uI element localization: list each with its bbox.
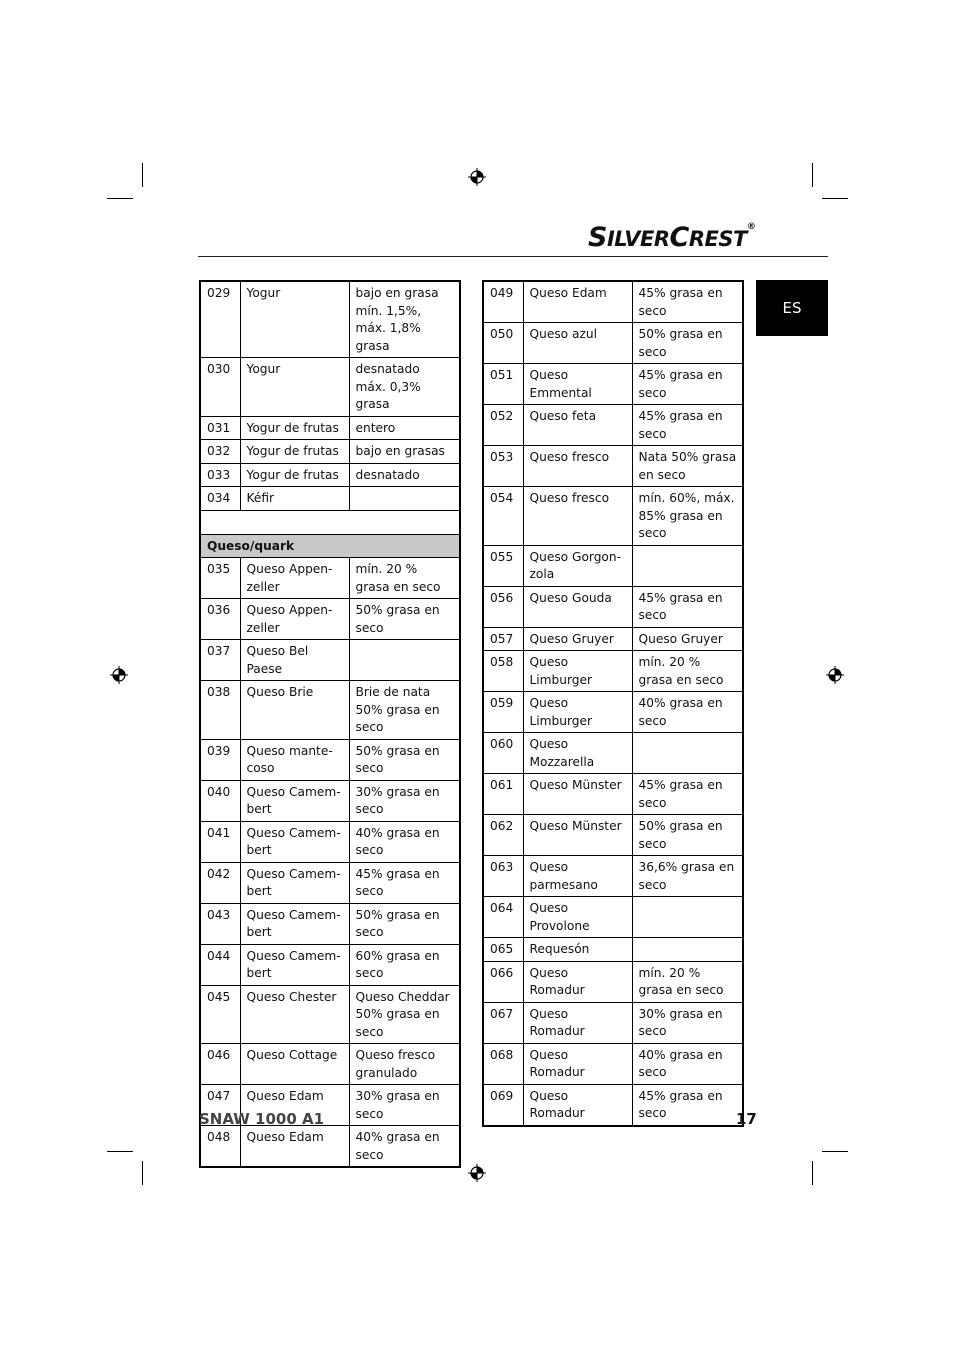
food-name-cell: Queso Edam — [240, 1085, 349, 1126]
food-detail-cell: 40% grasa en seco — [632, 692, 743, 733]
table-row — [483, 364, 743, 405]
table-row — [483, 651, 743, 692]
table-row — [483, 281, 743, 323]
food-code-cell: 052 — [483, 405, 523, 446]
food-code-cell: 061 — [483, 774, 523, 815]
table-row — [483, 1084, 743, 1126]
food-code-cell: 057 — [483, 627, 523, 651]
table-row — [483, 627, 743, 651]
food-detail-cell: 60% grasa en seco — [349, 944, 460, 985]
food-name-cell: Queso Gouda — [523, 586, 632, 627]
table-row — [200, 440, 460, 464]
food-name-cell: Yogur de frutas — [240, 440, 349, 464]
food-code-cell: 037 — [200, 640, 240, 681]
crop-mark — [812, 1161, 813, 1185]
food-detail-cell: 45% grasa en seco — [349, 862, 460, 903]
food-detail-cell: mín. 20 % grasa en seco — [632, 651, 743, 692]
registration-mark-icon — [110, 666, 128, 684]
food-name-cell: Queso Camem- bert — [240, 903, 349, 944]
table-row — [200, 487, 460, 511]
food-detail-cell: 30% grasa en seco — [349, 1085, 460, 1126]
table-row — [483, 692, 743, 733]
food-name-cell: Queso Romadur — [523, 961, 632, 1002]
food-code-cell: 060 — [483, 733, 523, 774]
table-row — [483, 961, 743, 1002]
food-detail-cell: 45% grasa en seco — [632, 364, 743, 405]
food-name-cell: Queso mante- coso — [240, 739, 349, 780]
food-name-cell: Queso Emmental — [523, 364, 632, 405]
food-name-cell: Queso Brie — [240, 681, 349, 740]
crop-mark — [812, 163, 813, 187]
food-name-cell: Queso Provolone — [523, 897, 632, 938]
food-code-cell: 044 — [200, 944, 240, 985]
food-name-cell: Yogur de frutas — [240, 463, 349, 487]
food-name-cell: Queso feta — [523, 405, 632, 446]
food-name-cell: Queso Gorgon- zola — [523, 545, 632, 586]
food-detail-cell: 45% grasa en seco — [632, 586, 743, 627]
food-code-cell: 039 — [200, 739, 240, 780]
table-row — [200, 944, 460, 985]
food-code-cell: 043 — [200, 903, 240, 944]
blank-row — [200, 510, 460, 534]
table-row — [483, 323, 743, 364]
model-number: SNAW 1000 A1 — [199, 1110, 325, 1128]
table-row — [200, 416, 460, 440]
food-code-cell: 050 — [483, 323, 523, 364]
food-name-cell: Yogur — [240, 358, 349, 417]
table-row — [483, 446, 743, 487]
crop-mark — [142, 163, 143, 187]
food-code-cell: 033 — [200, 463, 240, 487]
food-code-cell: 035 — [200, 558, 240, 599]
food-name-cell: Queso Chester — [240, 985, 349, 1044]
food-detail-cell: mín. 20 % grasa en seco — [632, 961, 743, 1002]
crop-mark — [107, 1151, 133, 1152]
food-name-cell: Queso Cottage — [240, 1044, 349, 1085]
food-code-cell: 055 — [483, 545, 523, 586]
food-code-cell: 046 — [200, 1044, 240, 1085]
food-detail-cell: bajo en grasas — [349, 440, 460, 464]
table-row — [483, 487, 743, 546]
food-code-cell: 032 — [200, 440, 240, 464]
food-name-cell: Queso Edam — [240, 1126, 349, 1168]
food-name-cell: Kéfir — [240, 487, 349, 511]
food-code-cell: 049 — [483, 281, 523, 323]
food-detail-cell: Queso Cheddar 50% grasa en seco — [349, 985, 460, 1044]
food-name-cell: Queso parmesano — [523, 856, 632, 897]
food-name-cell: Queso Bel Paese — [240, 640, 349, 681]
food-code-cell: 038 — [200, 681, 240, 740]
food-detail-cell: Nata 50% grasa en seco — [632, 446, 743, 487]
crop-mark — [142, 1161, 143, 1185]
table-row — [483, 1002, 743, 1043]
food-name-cell: Queso Camem- bert — [240, 944, 349, 985]
registration-mark-icon — [826, 666, 844, 684]
registration-mark-icon — [468, 1164, 486, 1182]
food-name-cell: Requesón — [523, 938, 632, 962]
food-name-cell: Queso Camem- bert — [240, 780, 349, 821]
food-detail-cell: mín. 60%, máx. 85% grasa en seco — [632, 487, 743, 546]
table-row — [200, 358, 460, 417]
food-code-cell: 030 — [200, 358, 240, 417]
food-name-cell: Queso Münster — [523, 815, 632, 856]
food-detail-cell: 30% grasa en seco — [349, 780, 460, 821]
food-detail-cell — [632, 897, 743, 938]
food-code-cell: 067 — [483, 1002, 523, 1043]
language-tab: ES — [756, 280, 828, 336]
food-code-cell: 062 — [483, 815, 523, 856]
food-name-cell: Queso Appen- zeller — [240, 558, 349, 599]
section-title: Queso/quark — [200, 534, 460, 558]
food-code-cell: 040 — [200, 780, 240, 821]
table-row — [200, 862, 460, 903]
food-code-cell: 069 — [483, 1084, 523, 1126]
food-code-table-left — [199, 280, 461, 1168]
food-code-cell: 059 — [483, 692, 523, 733]
food-name-cell: Queso Appen- zeller — [240, 599, 349, 640]
food-name-cell: Queso azul — [523, 323, 632, 364]
table-row — [200, 1044, 460, 1085]
food-code-cell: 058 — [483, 651, 523, 692]
food-detail-cell: 40% grasa en seco — [349, 821, 460, 862]
food-name-cell: Queso fresco — [523, 487, 632, 546]
food-detail-cell: 50% grasa en seco — [632, 815, 743, 856]
food-detail-cell: entero — [349, 416, 460, 440]
table-row — [483, 938, 743, 962]
food-detail-cell: 36,6% grasa en seco — [632, 856, 743, 897]
food-code-table-right — [482, 280, 744, 1127]
food-detail-cell: 45% grasa en seco — [632, 281, 743, 323]
food-name-cell: Queso Romadur — [523, 1084, 632, 1126]
section-header-row — [200, 534, 460, 558]
table-row — [483, 897, 743, 938]
food-detail-cell: Queso Gruyer — [632, 627, 743, 651]
crop-mark — [107, 198, 133, 199]
food-detail-cell: desnatado máx. 0,3% grasa — [349, 358, 460, 417]
food-detail-cell: Brie de nata 50% grasa en seco — [349, 681, 460, 740]
food-code-cell: 054 — [483, 487, 523, 546]
food-name-cell: Queso fresco — [523, 446, 632, 487]
food-detail-cell: 45% grasa en seco — [632, 405, 743, 446]
food-detail-cell: desnatado — [349, 463, 460, 487]
food-code-cell: 036 — [200, 599, 240, 640]
table-row — [200, 558, 460, 599]
food-name-cell: Queso Limburger — [523, 651, 632, 692]
food-name-cell: Yogur — [240, 281, 349, 358]
food-detail-cell: 45% grasa en seco — [632, 1084, 743, 1126]
table-row — [200, 903, 460, 944]
table-row — [483, 586, 743, 627]
food-detail-cell: 40% grasa en seco — [349, 1126, 460, 1168]
crop-mark — [822, 198, 848, 199]
food-code-cell: 064 — [483, 897, 523, 938]
food-detail-cell: 50% grasa en seco — [632, 323, 743, 364]
food-code-cell: 048 — [200, 1126, 240, 1168]
food-detail-cell — [349, 487, 460, 511]
table-row — [200, 739, 460, 780]
food-detail-cell — [632, 545, 743, 586]
header-rule — [198, 256, 828, 257]
table-row — [483, 815, 743, 856]
table-row — [200, 821, 460, 862]
food-detail-cell — [632, 733, 743, 774]
table-row — [200, 640, 460, 681]
food-detail-cell: 50% grasa en seco — [349, 739, 460, 780]
food-detail-cell: Queso fresco granulado — [349, 1044, 460, 1085]
food-name-cell: Yogur de frutas — [240, 416, 349, 440]
food-code-cell: 047 — [200, 1085, 240, 1126]
food-code-cell: 053 — [483, 446, 523, 487]
food-name-cell: Queso Edam — [523, 281, 632, 323]
food-code-cell: 056 — [483, 586, 523, 627]
table-row — [200, 780, 460, 821]
table-row — [200, 599, 460, 640]
table-row — [483, 856, 743, 897]
food-code-cell: 042 — [200, 862, 240, 903]
food-name-cell: Queso Limburger — [523, 692, 632, 733]
food-detail-cell: 45% grasa en seco — [632, 774, 743, 815]
food-detail-cell: bajo en grasa mín. 1,5%, máx. 1,8% grasa — [349, 281, 460, 358]
food-code-cell: 034 — [200, 487, 240, 511]
food-detail-cell: 50% grasa en seco — [349, 903, 460, 944]
food-name-cell: Queso Camem- bert — [240, 821, 349, 862]
crop-mark — [822, 1151, 848, 1152]
food-name-cell: Queso Gruyer — [523, 627, 632, 651]
food-code-cell: 065 — [483, 938, 523, 962]
food-name-cell: Queso Romadur — [523, 1043, 632, 1084]
food-code-cell: 045 — [200, 985, 240, 1044]
food-code-cell: 031 — [200, 416, 240, 440]
table-row — [483, 405, 743, 446]
table-row — [200, 1126, 460, 1168]
table-row — [483, 733, 743, 774]
food-code-cell: 029 — [200, 281, 240, 358]
brand-logo: SILVERCREST® — [588, 222, 756, 253]
food-name-cell: Queso Camem- bert — [240, 862, 349, 903]
table-row — [200, 463, 460, 487]
food-name-cell: Queso Romadur — [523, 1002, 632, 1043]
food-detail-cell: 50% grasa en seco — [349, 599, 460, 640]
food-detail-cell: 40% grasa en seco — [632, 1043, 743, 1084]
food-detail-cell — [349, 640, 460, 681]
table-row — [483, 1043, 743, 1084]
food-code-cell: 066 — [483, 961, 523, 1002]
food-code-cell: 068 — [483, 1043, 523, 1084]
food-code-cell: 051 — [483, 364, 523, 405]
page-number: 17 — [736, 1110, 757, 1128]
registration-mark-icon — [468, 168, 486, 186]
table-row — [200, 681, 460, 740]
food-detail-cell — [632, 938, 743, 962]
food-detail-cell: 30% grasa en seco — [632, 1002, 743, 1043]
food-code-cell: 063 — [483, 856, 523, 897]
food-detail-cell: mín. 20 % grasa en seco — [349, 558, 460, 599]
table-row — [200, 281, 460, 358]
food-code-cell: 041 — [200, 821, 240, 862]
table-row — [200, 985, 460, 1044]
table-row — [483, 774, 743, 815]
food-name-cell: Queso Münster — [523, 774, 632, 815]
table-row — [483, 545, 743, 586]
food-name-cell: Queso Mozzarella — [523, 733, 632, 774]
